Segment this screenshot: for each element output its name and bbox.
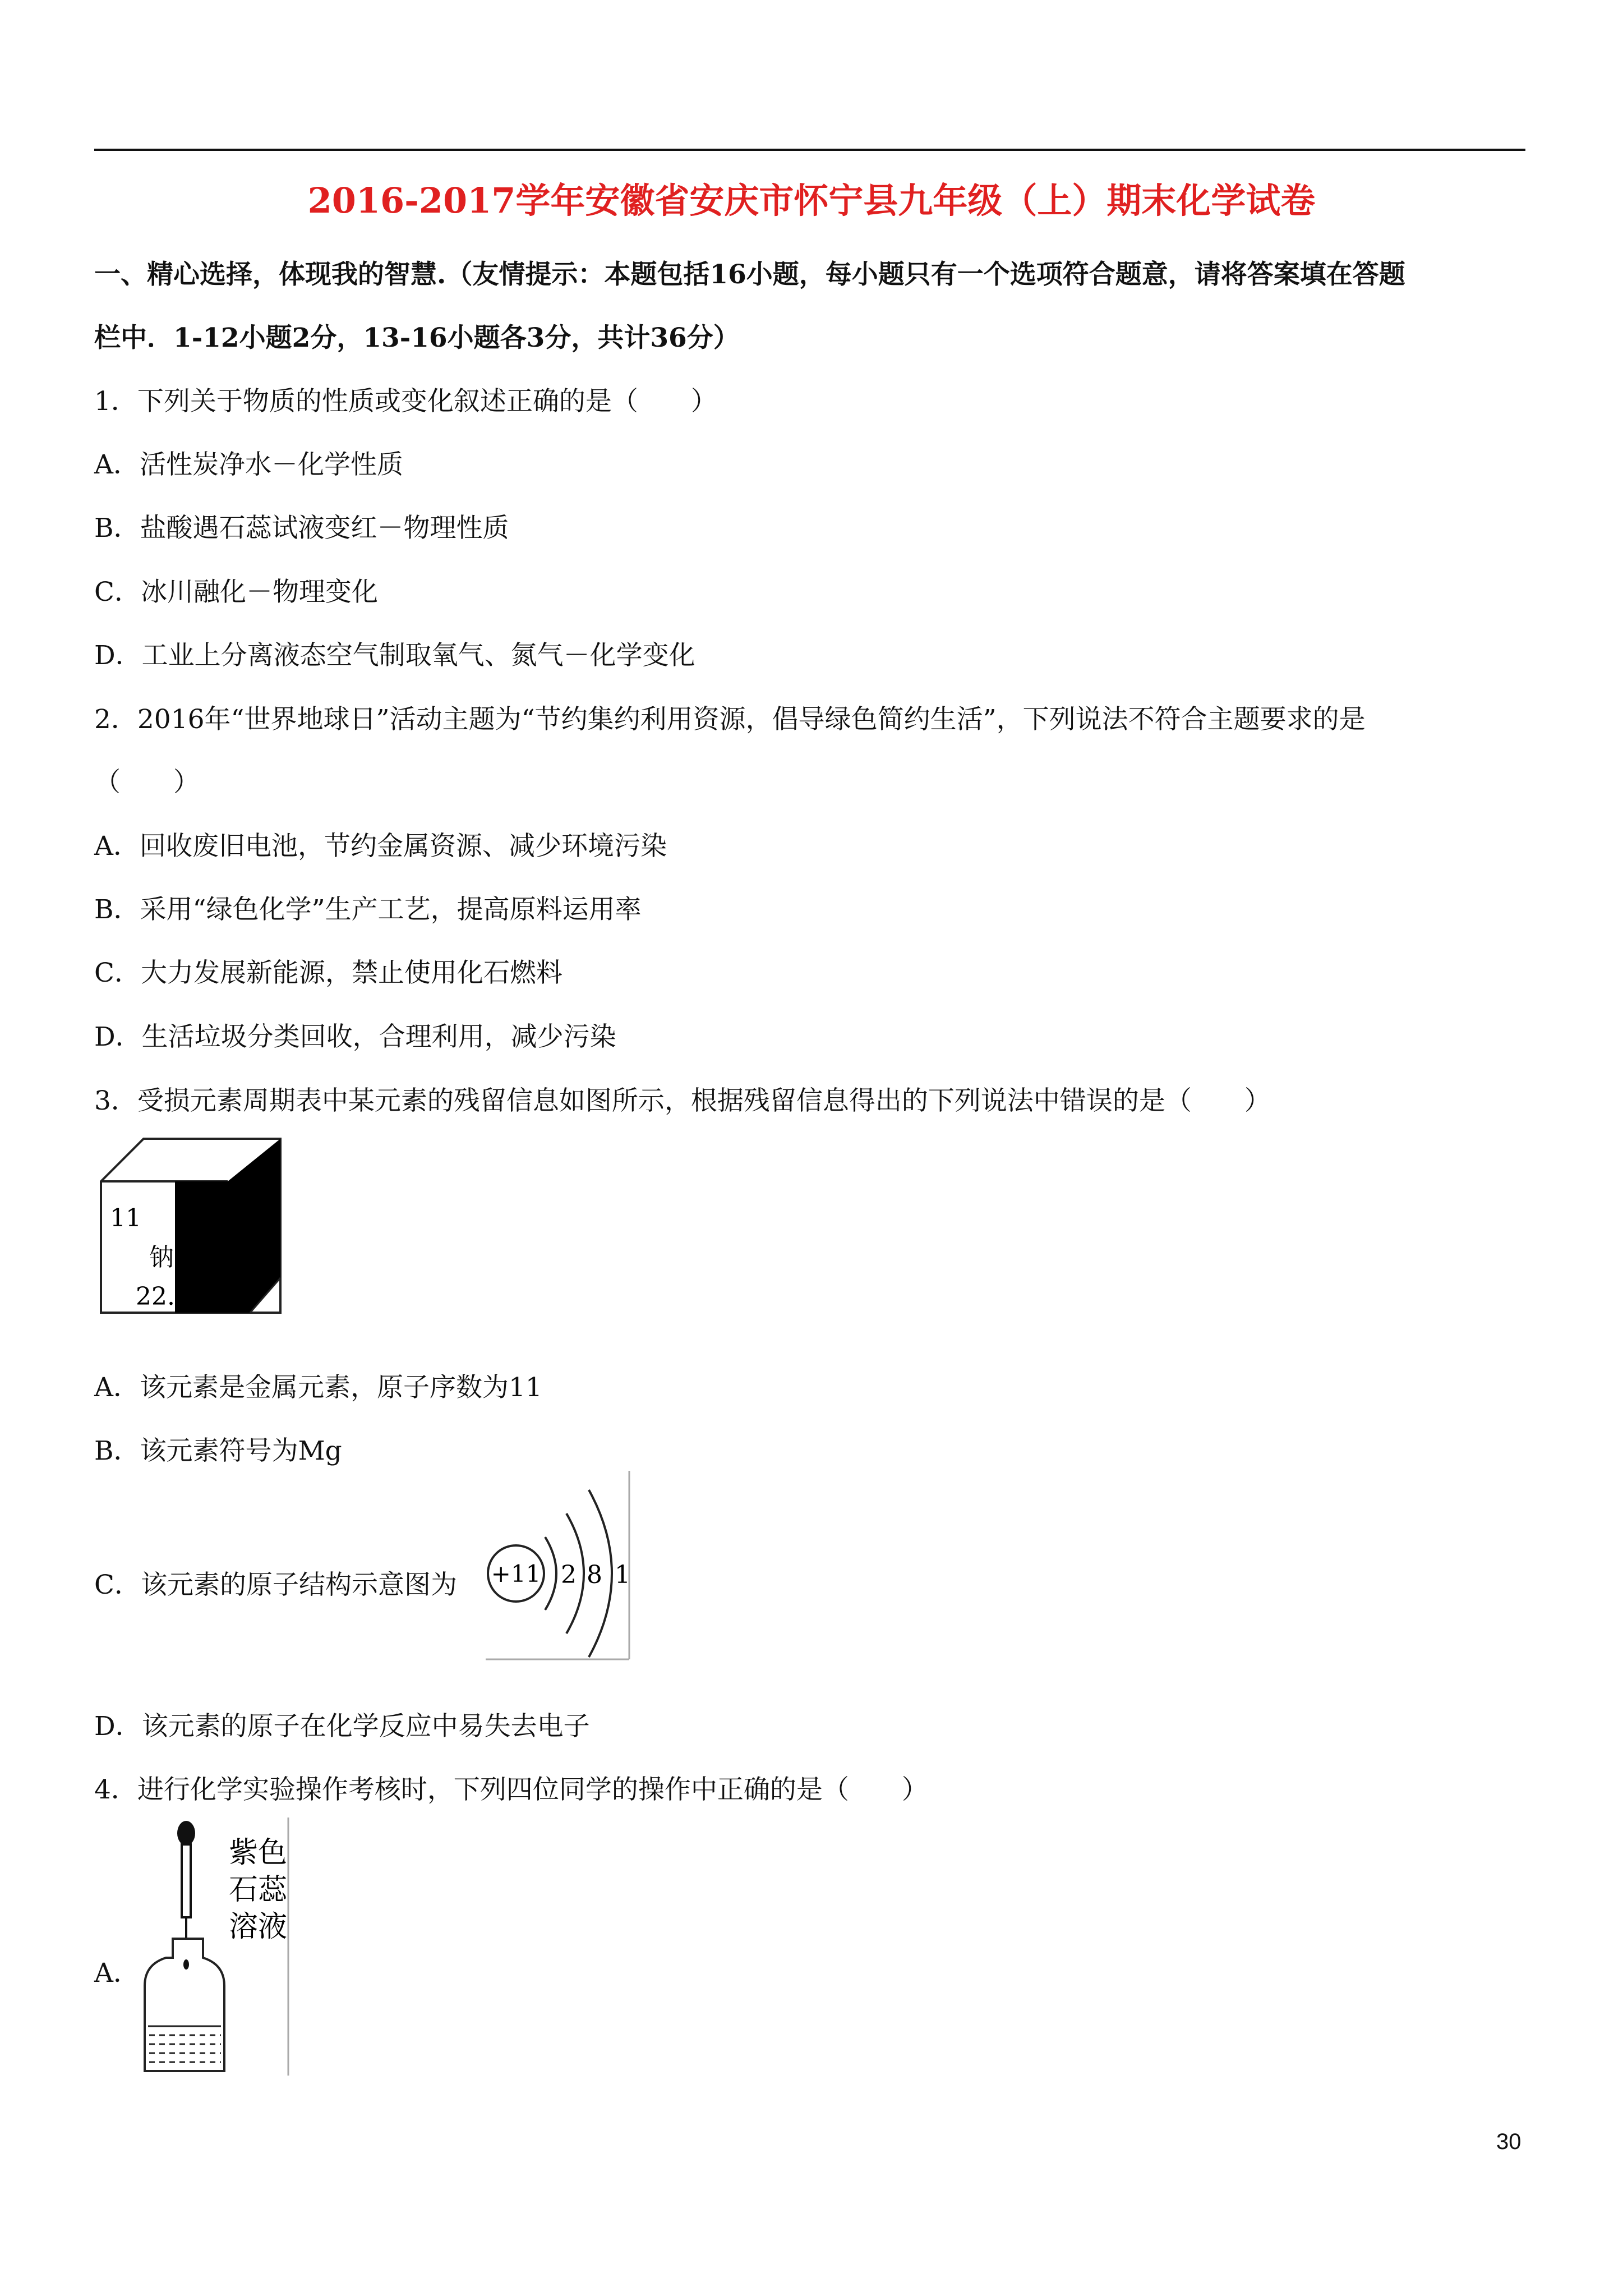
header-rule bbox=[94, 149, 1525, 151]
q3-stem: 3．受损元素周期表中某元素的残留信息如图所示，根据残留信息得出的下列说法中错误的是（ ） bbox=[94, 1085, 1271, 1116]
q2-option-b: B．采用“绿色化学”生产工艺，提高原料运用率 bbox=[94, 894, 642, 925]
q2-stem-line1: 2．2016年“世界地球日”活动主题为“节约集约利用资源，倡导绿色简约生活”，下列说法不符合主题要求的是 bbox=[94, 704, 1366, 735]
nucleus-charge: +11 bbox=[491, 1560, 541, 1588]
q2-stem-line2: （ ） bbox=[94, 767, 200, 798]
q1-option-c: C．冰川融化－物理变化 bbox=[94, 577, 378, 608]
q1-option-d: D．工业上分离液态空气制取氧气、氮气－化学变化 bbox=[94, 640, 695, 671]
element-number: 11 bbox=[110, 1204, 141, 1232]
q2-option-d: D．生活垃圾分类回收，合理利用，减少污染 bbox=[94, 1022, 616, 1052]
q1-option-b: B．盐酸遇石蕊试液变红－物理性质 bbox=[94, 513, 509, 544]
label-line2: 石蕊 bbox=[229, 1873, 288, 1907]
q3-option-d: D．该元素的原子在化学反应中易失去电子 bbox=[94, 1711, 590, 1742]
page-number: 30 bbox=[1496, 2129, 1521, 2154]
element-mass: 22. bbox=[136, 1282, 175, 1311]
element-name: 钠 bbox=[149, 1243, 174, 1272]
q2-option-a: A．回收废旧电池，节约金属资源、减少环境污染 bbox=[94, 831, 667, 862]
q3-option-b: B．该元素符号为Mg bbox=[94, 1435, 342, 1466]
drop bbox=[183, 1959, 189, 1970]
dropper-bulb bbox=[177, 1821, 195, 1846]
q1-option-a: A．活性炭净水－化学性质 bbox=[94, 449, 403, 480]
q3-option-c: C．该元素的原子结构示意图为 bbox=[94, 1570, 457, 1600]
element-tile-figure bbox=[99, 1137, 283, 1315]
label-line1: 紫色 bbox=[229, 1836, 288, 1870]
shell-3-electrons: 1 bbox=[615, 1561, 630, 1589]
atom-structure-diagram bbox=[485, 1470, 631, 1660]
section-heading-line2: 栏中．1-12小题2分，13-16小题各3分，共计36分） bbox=[94, 323, 740, 353]
shell-1-electrons: 2 bbox=[561, 1561, 577, 1589]
shell-2-electrons: 8 bbox=[587, 1561, 602, 1589]
q4-stem: 4．进行化学实验操作考核时，下列四位同学的操作中正确的是（ ） bbox=[94, 1774, 928, 1805]
label-line3: 溶液 bbox=[229, 1910, 288, 1944]
page-title: 2016-2017学年安徽省安庆市怀宁县九年级（上）期末化学试卷 bbox=[307, 180, 1316, 221]
q3-option-a: A．该元素是金属元素，原子序数为11 bbox=[94, 1372, 542, 1403]
reagent-bottle bbox=[145, 1939, 224, 2071]
q4-option-a: A． bbox=[94, 1958, 140, 1989]
q1-stem: 1．下列关于物质的性质或变化叙述正确的是（ ） bbox=[94, 386, 717, 417]
dropper-tube bbox=[182, 1844, 191, 1917]
dropper-experiment-figure bbox=[140, 1818, 291, 2077]
section-heading-line1: 一、精心选择，体现我的智慧.（友情提示：本题包括16小题，每小题只有一个选项符合题意，请将答案填在答题 bbox=[94, 259, 1405, 290]
q2-option-c: C．大力发展新能源，禁止使用化石燃料 bbox=[94, 958, 562, 988]
